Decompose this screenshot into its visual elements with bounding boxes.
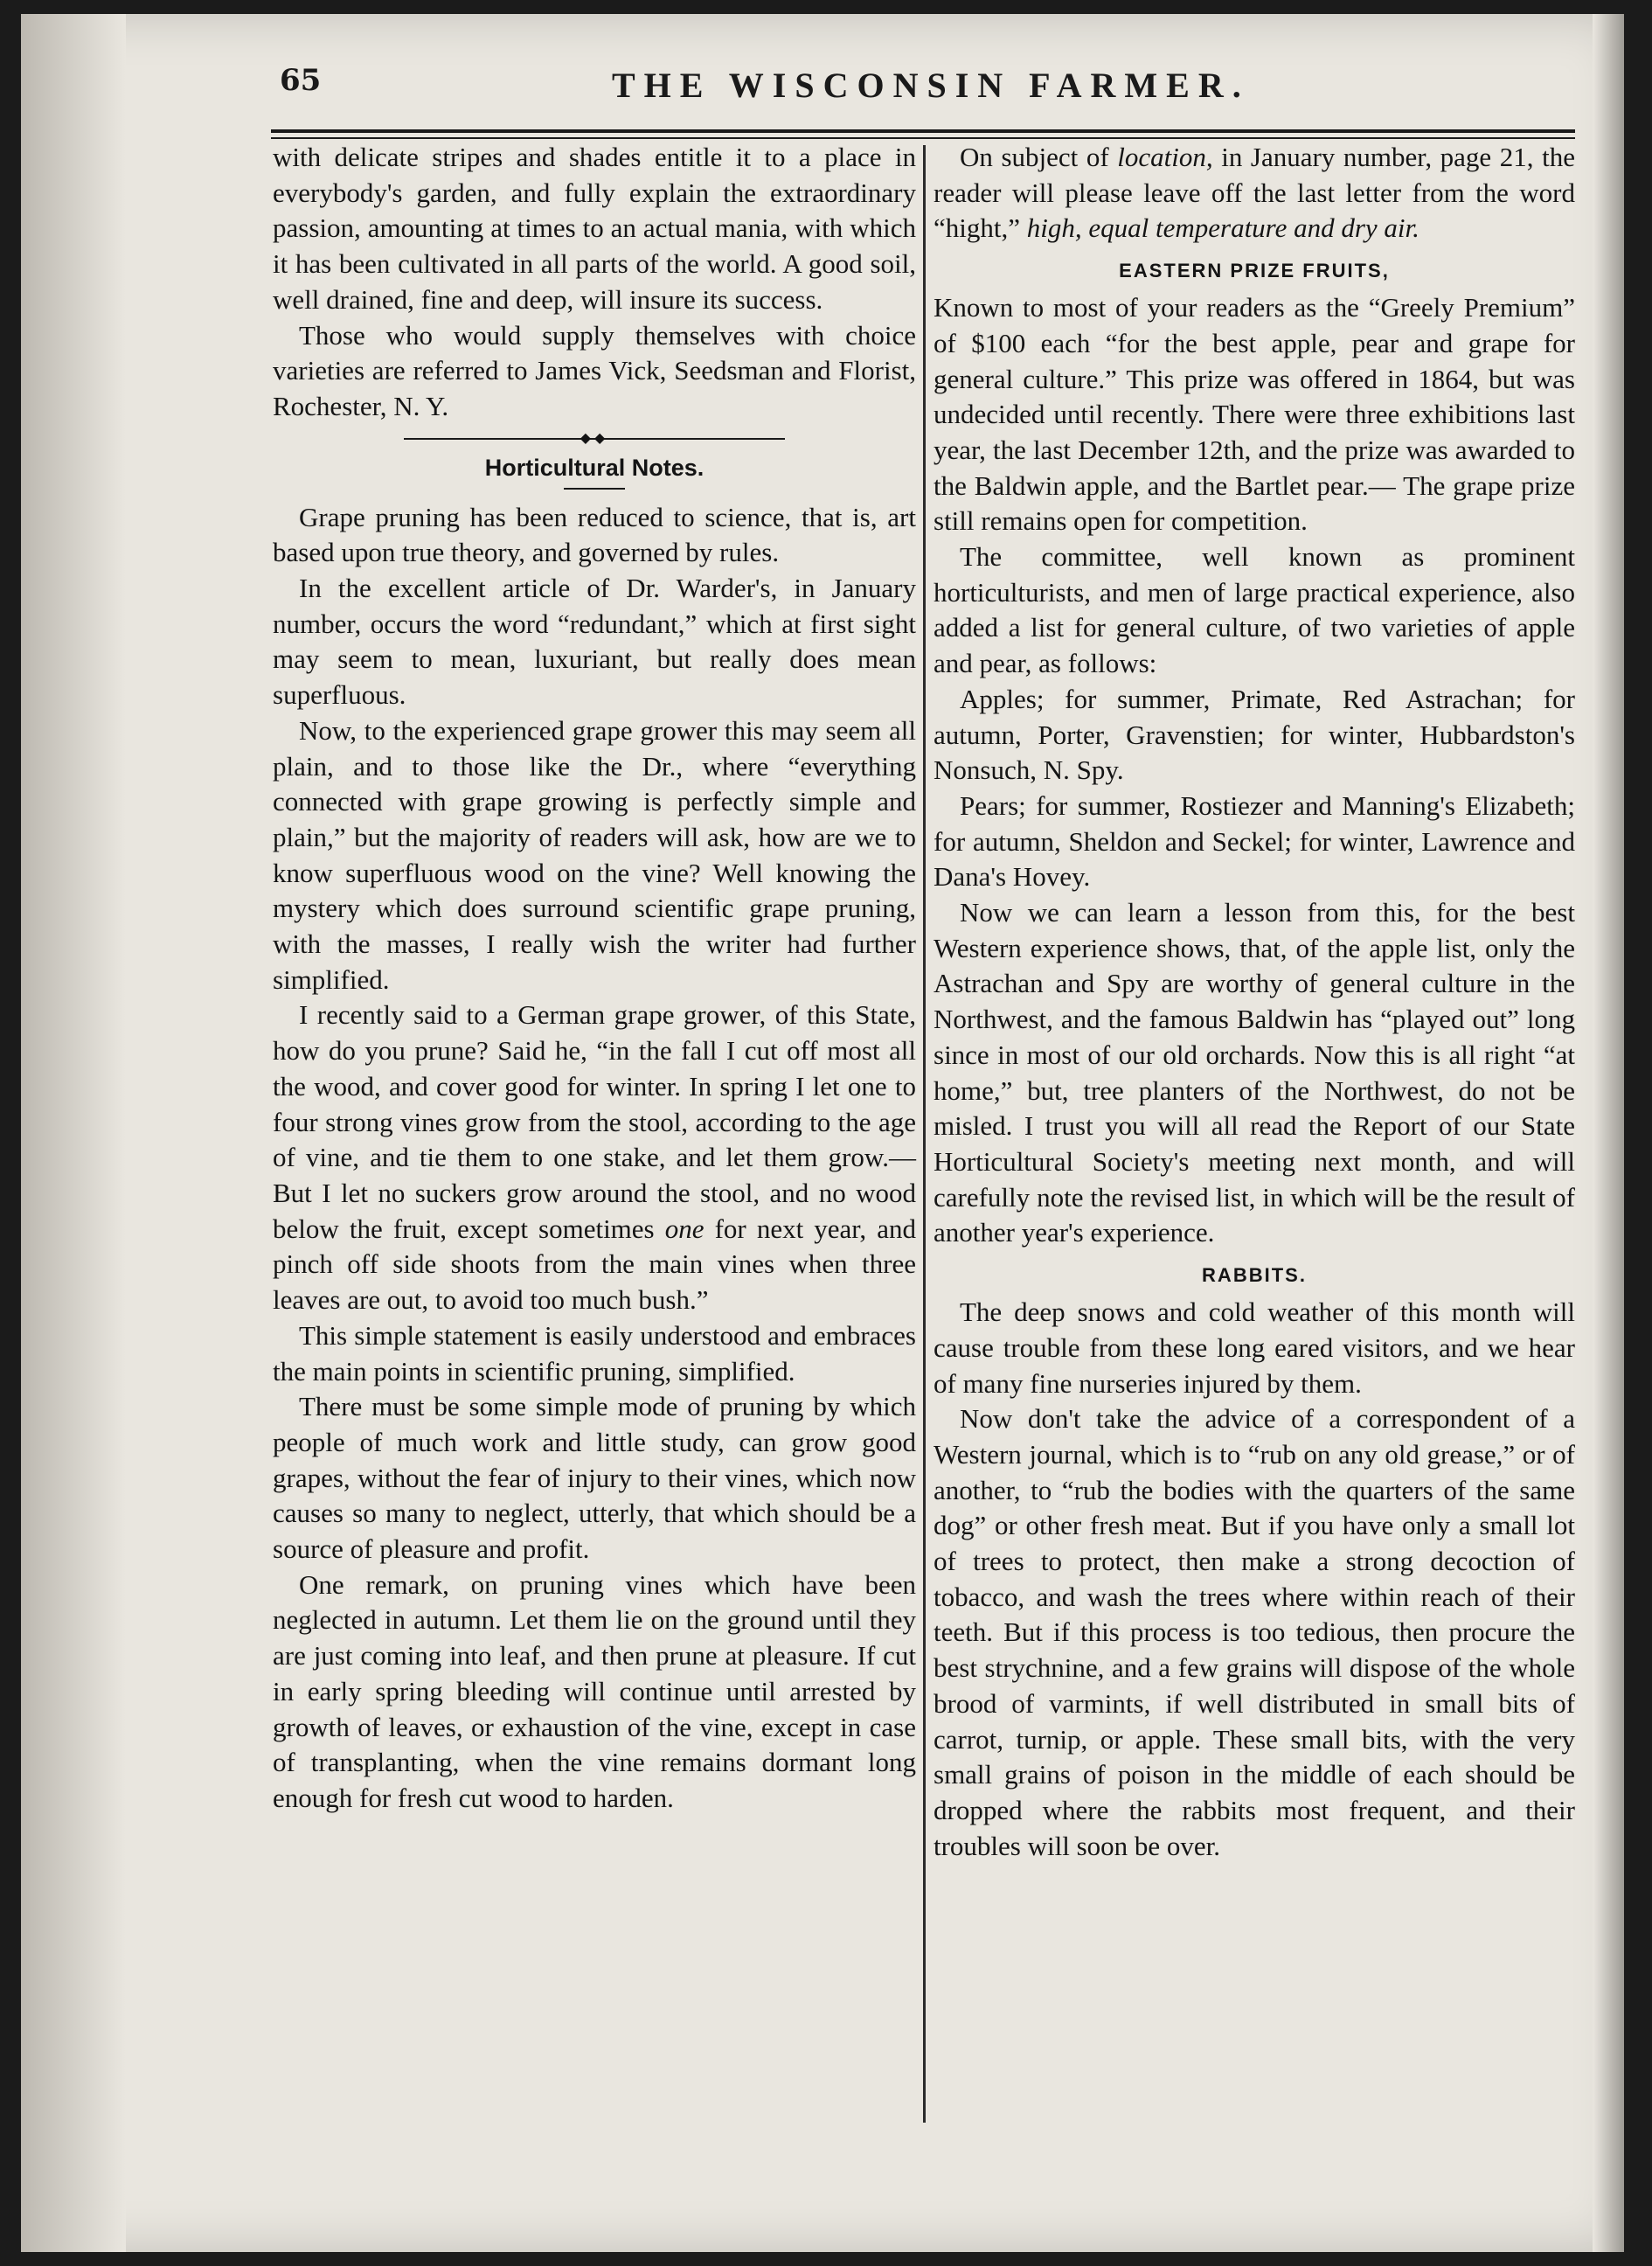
diamond-ornament-icon: ◆◆ [580, 428, 609, 446]
paragraph: In the excellent article of Dr. Warder's, in January number, occurs the word “redundant,” which at first sight may seem to mean, luxuriant, but really does mean superfluous. [273, 573, 916, 711]
ornament-divider [273, 430, 916, 448]
text-run: for next year, and pinch off side shoots from the main vines when three leaves are out, to avoid too much bush.” [273, 1213, 916, 1316]
section-heading-rabbits: RABBITS. [1202, 1264, 1307, 1287]
masthead-title: THE WISCONSIN FARMER. [612, 66, 1250, 105]
paragraph: Now we can learn a lesson from this, for the best Western experience shows, that, of the apple list, only the Astrachan and Spy are worthy of general culture in the Northwest, and the famous Baldwin has “played out” long since in most of our old orchards. Now this is all right “at home,” but, tree planters of the Northwest, do not be misled. I trust you will all read the Report of our State Horticultural Society's meeting next month, and will carefully note the revised list, in which will be the result of another year's experience. [934, 897, 1575, 1248]
page-edge [1593, 14, 1624, 2252]
right-column [934, 140, 1575, 1864]
paragraph: with delicate stripes and shades entitle it to a place in everybody's garden, and fully explain the extraordinary passion, amounting at times to an actual mania, with which it has been cultivated in all parts of the world. A good soil, well drained, fine and deep, will insure its success. [273, 142, 916, 315]
paragraph [273, 997, 916, 1317]
paragraph: Grape pruning has been reduced to science, that is, art based upon true theory, and governed by rules. [273, 501, 916, 568]
paragraph: Known to most of your readers as the “Greely Premium” of $100 each “for the best apple, pear and grape for general culture.” This prize was offered in 1864, but was undecided until recently. There were three exhibitions last year, the last December 12th, and the prize was awarded to the Baldwin apple, and the Bartlet pear.— The grape prize still remains open for competition. [934, 292, 1575, 537]
italic-text: one [664, 1213, 705, 1244]
paragraph: Now don't take the advice of a correspondent of a Western journal, which is to “rub on any old grease,” or of another, to “rub the bodies with the quarters of the same dog” or other fresh meat. But if you have only a small lot of trees to protect, then make a strong decoction of tobacco, and wash the trees where within reach of their teeth. But if this process is too tedious, then procure the best strychnine, and a few grains will dispose of the whole brood of varmints, if well distributed in small bits of carrot, turnip, or apple. These small bits, with the very small grains of poison in the middle of each should be dropped where the rabbits most frequent, and their troubles will soon be over. [934, 1403, 1575, 1861]
paragraph: Now, to the experienced grape grower this may seem all plain, and to those like the Dr., where “everything connected with grape growing is perfectly simple and plain,” but the majority of readers will ask, how are we to know superfluous wood on the vine? Well knowing the mystery which does surround scientific grape pruning, with the masses, I really wish the writer had further simplified. [273, 714, 916, 995]
paragraph: The deep snows and cold weather of this month will cause trouble from these long eared visitors, and we hear of many fine nurseries injured by them. [934, 1296, 1575, 1399]
left-column [273, 140, 916, 1817]
italic-text: location, [1117, 142, 1213, 172]
text-run: I recently said to a German grape grower, of this State, how do you prune? Said he, “in the fall I cut off most all the wood, and cover good for winter. In spring I let one to four strong vines grow from the stool, according to the age of vine, and tie them to one stake, and let them grow.— But I let no suckers grow around the stool, and no wood below the fruit, except sometimes [273, 999, 916, 1244]
italic-text: high, equal temperature and dry air. [1026, 212, 1419, 244]
binding-gutter [21, 14, 126, 2252]
header-rule-thin [271, 137, 1575, 139]
column-divider [923, 145, 926, 2123]
header-rule-thick [271, 129, 1575, 133]
paragraph: Pears; for summer, Rostiezer and Manning's Elizabeth; for autumn, Sheldon and Seckel; for winter, Lawrence and Dana's Hovey. [934, 789, 1575, 893]
paragraph: Apples; for summer, Primate, Red Astrachan; for autumn, Porter, Gravenstien; for winter, Hubbardston's Nonsuch, N. Spy. [934, 683, 1575, 786]
short-rule [564, 488, 625, 490]
text-run: in January number, page 21, the reader will please leave off the last letter from the word “hight,” [934, 142, 1575, 244]
page-number: 65 [280, 63, 322, 98]
page-header [259, 56, 1575, 110]
paragraph: The committee, well known as prominent horticulturists, and men of large practical experience, also added a list for general culture, of two varieties of apple and pear, as follows: [934, 541, 1575, 679]
paragraph: This simple statement is easily understood and embraces the main points in scientific pruning, simplified. [273, 1319, 916, 1387]
section-heading-horticultural-notes: Horticultural Notes. [484, 454, 705, 481]
paragraph: There must be some simple mode of pruning by which people of much work and little study, can grow good grapes, without the fear of injury to their vines, which now causes so many to neglect, utterly, that which should be a source of pleasure and profit. [273, 1391, 916, 1565]
text-run: On subject of [960, 142, 1118, 172]
paragraph: Those who would supply themselves with choice varieties are referred to James Vick, Seedsman and Florist, Rochester, N. Y. [273, 319, 916, 421]
section-heading-eastern-prize-fruits: EASTERN PRIZE FRUITS, [1119, 260, 1390, 282]
paragraph: One remark, on pruning vines which have been neglected in autumn. Let them lie on the ground until they are just coming into leaf, and then prune at pleasure. If cut in early spring bleeding will continue until arrested by growth of leaves, or exhaustion of the vine, except in case of transplanting, when the vine remains dormant long enough for fresh cut wood to harden. [273, 1568, 916, 1813]
paragraph [934, 140, 1575, 247]
